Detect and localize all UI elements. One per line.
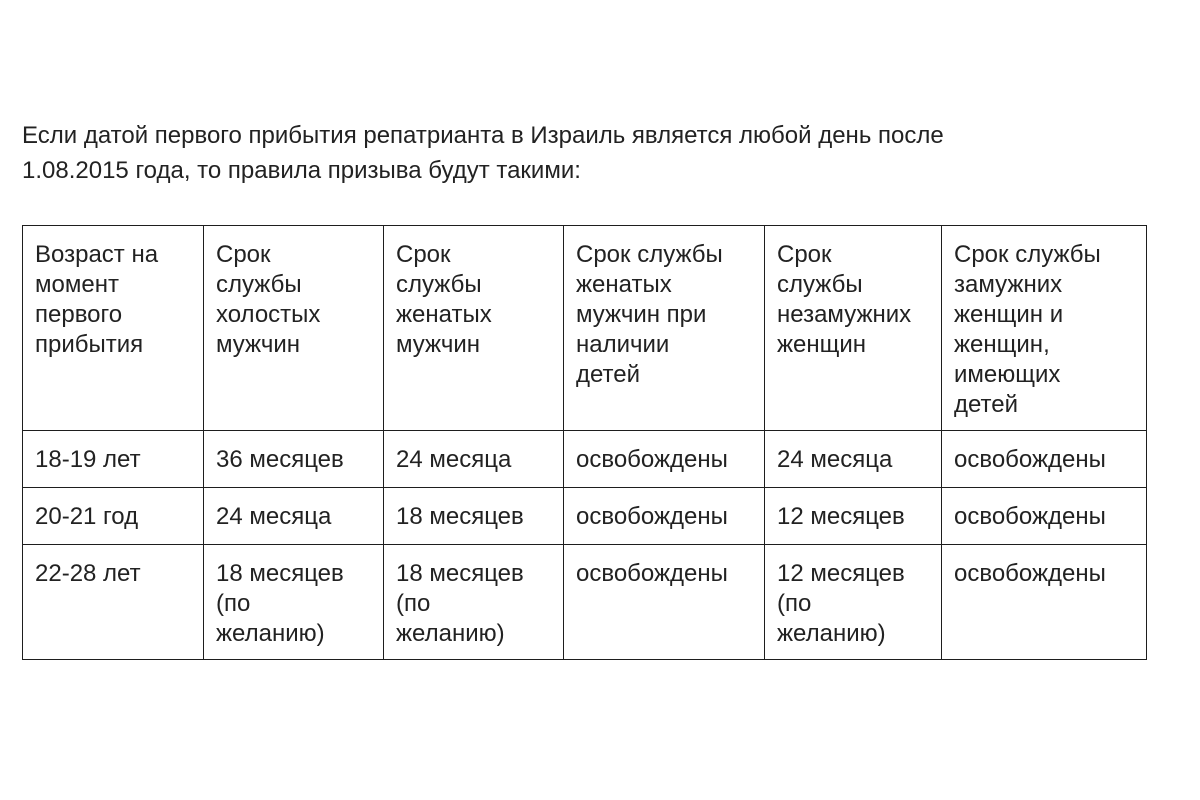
- header-line: Возраст на: [35, 241, 159, 268]
- header-line: службы: [777, 271, 863, 298]
- cell-line: желанию): [216, 620, 325, 647]
- header-line: женатых: [396, 301, 492, 328]
- header-line: Срок: [216, 241, 271, 268]
- header-line: Срок: [777, 241, 832, 268]
- header-line: женщин и: [954, 301, 1064, 328]
- cell-line: освобождены: [576, 446, 728, 473]
- header-cell-single-men: [204, 226, 384, 431]
- cell-line: освобождены: [576, 560, 728, 587]
- header-line: детей: [576, 361, 641, 388]
- cell-line: 24 месяца: [396, 446, 512, 473]
- table-cell: [204, 488, 384, 545]
- header-line: женатых: [576, 271, 672, 298]
- header-cell-age: [23, 226, 204, 431]
- table-cell: [384, 488, 564, 545]
- header-line: мужчин: [216, 331, 300, 358]
- header-line: прибытия: [35, 331, 144, 358]
- table-header-row: [23, 226, 1147, 431]
- header-cell-unmarried-women: [765, 226, 942, 431]
- table-cell: [204, 545, 384, 660]
- table-cell: [765, 488, 942, 545]
- table-cell: [564, 545, 765, 660]
- header-line: Срок: [396, 241, 451, 268]
- table-row: [23, 545, 1147, 660]
- cell-line: 22-28 лет: [35, 560, 141, 587]
- cell-line: (по: [777, 590, 812, 617]
- header-line: Срок службы: [576, 241, 723, 268]
- header-line: момент: [35, 271, 119, 298]
- cell-line: 18 месяцев: [396, 560, 524, 587]
- table-cell: [384, 545, 564, 660]
- intro-paragraph: [22, 118, 1142, 188]
- cell-line: желанию): [777, 620, 886, 647]
- cell-line: 18-19 лет: [35, 446, 141, 473]
- header-line: службы: [396, 271, 482, 298]
- header-line: замужних: [954, 271, 1063, 298]
- table-cell: [23, 545, 204, 660]
- header-line: незамужних: [777, 301, 912, 328]
- header-line: первого: [35, 301, 123, 328]
- cell-line: 20-21 год: [35, 503, 139, 530]
- cell-line: желанию): [396, 620, 505, 647]
- table-cell: [564, 488, 765, 545]
- cell-line: 36 месяцев: [216, 446, 344, 473]
- cell-line: 24 месяца: [216, 503, 332, 530]
- table-row: [23, 431, 1147, 488]
- header-line: детей: [954, 391, 1019, 418]
- header-line: мужчин: [396, 331, 480, 358]
- header-line: мужчин при: [576, 301, 707, 328]
- cell-line: 24 месяца: [777, 446, 893, 473]
- table-cell: [765, 431, 942, 488]
- table-cell: [765, 545, 942, 660]
- header-line: наличии: [576, 331, 670, 358]
- header-line: холостых: [216, 301, 321, 328]
- header-cell-married-men: [384, 226, 564, 431]
- header-cell-married-women: [942, 226, 1147, 431]
- table-cell: [23, 431, 204, 488]
- header-line: имеющих: [954, 361, 1061, 388]
- header-cell-married-men-children: [564, 226, 765, 431]
- table-cell: [564, 431, 765, 488]
- table-cell: [942, 431, 1147, 488]
- table-row: [23, 488, 1147, 545]
- table-cell: [23, 488, 204, 545]
- cell-line: 12 месяцев: [777, 503, 905, 530]
- cell-line: 18 месяцев: [216, 560, 344, 587]
- table-cell: [204, 431, 384, 488]
- cell-line: (по: [396, 590, 431, 617]
- table-cell: [942, 488, 1147, 545]
- header-line: женщин: [777, 331, 867, 358]
- intro-line: Если датой первого прибытия репатрианта в Израиль является любой день после: [22, 122, 944, 149]
- header-line: службы: [216, 271, 302, 298]
- conscription-table: [22, 225, 1147, 660]
- table-cell: [384, 431, 564, 488]
- cell-line: освобождены: [954, 560, 1106, 587]
- header-line: женщин,: [954, 331, 1050, 358]
- cell-line: освобождены: [954, 503, 1106, 530]
- header-line: Срок службы: [954, 241, 1101, 268]
- intro-line: 1.08.2015 года, то правила призыва будут такими:: [22, 157, 581, 184]
- cell-line: 12 месяцев: [777, 560, 905, 587]
- cell-line: 18 месяцев: [396, 503, 524, 530]
- cell-line: освобождены: [954, 446, 1106, 473]
- cell-line: освобождены: [576, 503, 728, 530]
- cell-line: (по: [216, 590, 251, 617]
- table-cell: [942, 545, 1147, 660]
